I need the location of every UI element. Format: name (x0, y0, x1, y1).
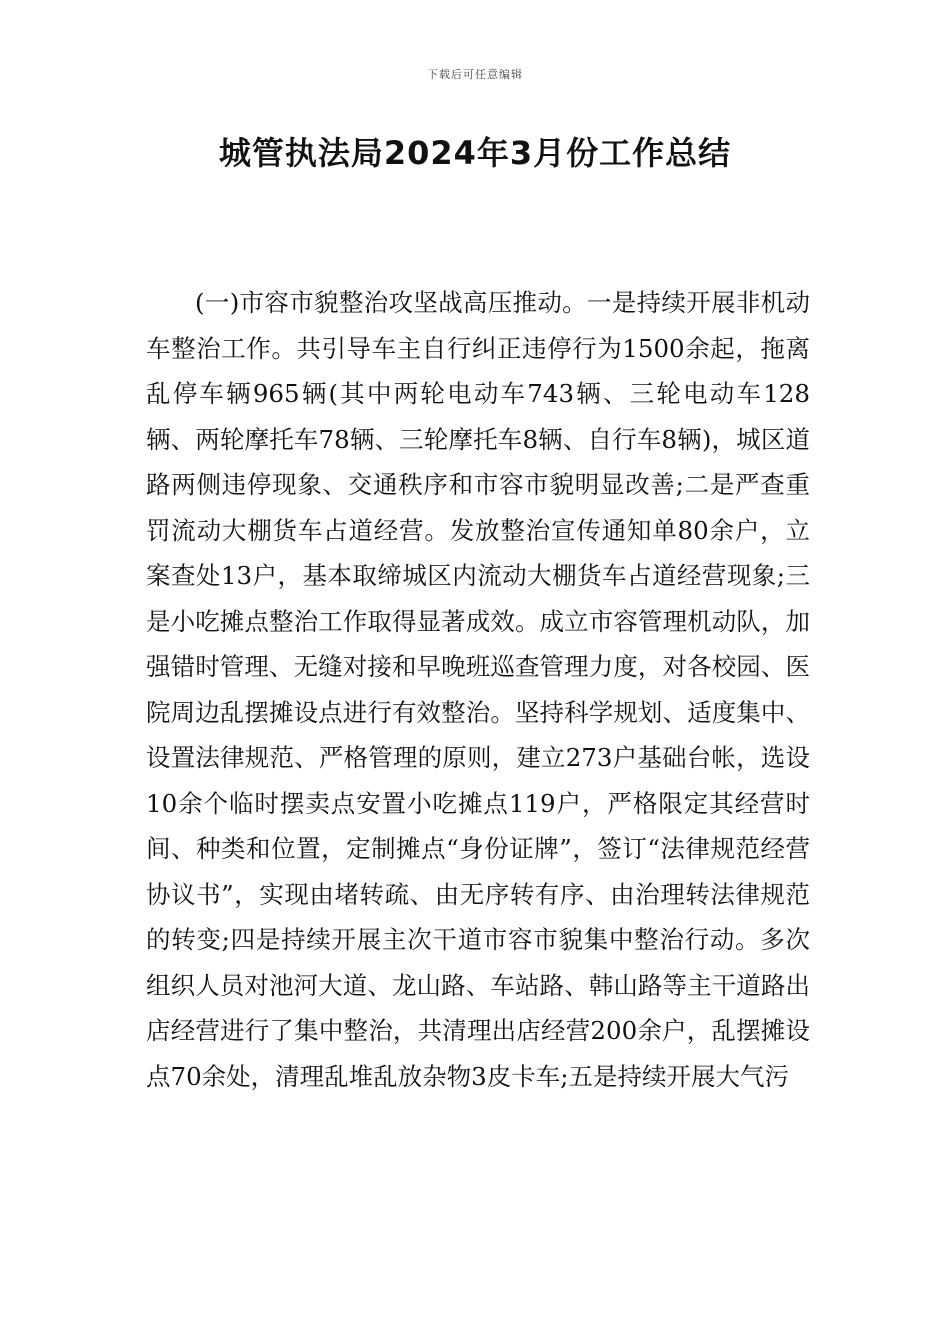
document-title: 城管执法局2024年3月份工作总结 (218, 134, 732, 172)
header-note: 下载后可任意编辑 (427, 68, 523, 81)
body-paragraph: (一)市容市貌整治攻坚战高压推动。一是持续开展非机动车整治工作。共引导车主自行纠正违停行为1500余起，拖离乱停车辆965辆(其中两轮电动车743辆、三轮电动车128辆、两轮摩托车78辆、三轮摩托车8辆、自行车8辆)，城区道路两侧违停现象、交通秩序和市容市貌明显改善;二是严查重罚流动大棚货车占道经营。发放整治宣传通知单80余户，立案查处13户，基本取缔城区内流动大棚货车占道经营现象;三是小吃摊点整治工作取得显著成效。成立市容管理机动队，加强错时管理、无缝对接和早晚班巡查管理力度，对各校园、医院周边乱摆摊设点进行有效整治。坚持科学规划、适度集中、设置法律规范、严格管理的原则，建立273户基础台帐，选设10余个临时摆卖点安置小吃摊点119户，严格限定其经营时间、种类和位置，定制摊点“身份证牌”，签订“法律规范经营协议书”，实现由堵转疏、由无序转有序、由治理转法律规范的转变;四是持续开展主次干道市容市貌集中整治行动。多次组织人员对池河大道、龙山路、车站路、韩山路等主干道路出店经营进行了集中整治，共清理出店经营200余户，乱摆摊设点70余处，清理乱堆乱放杂物3皮卡车;五是持续开展大气污 (146, 288, 810, 1091)
